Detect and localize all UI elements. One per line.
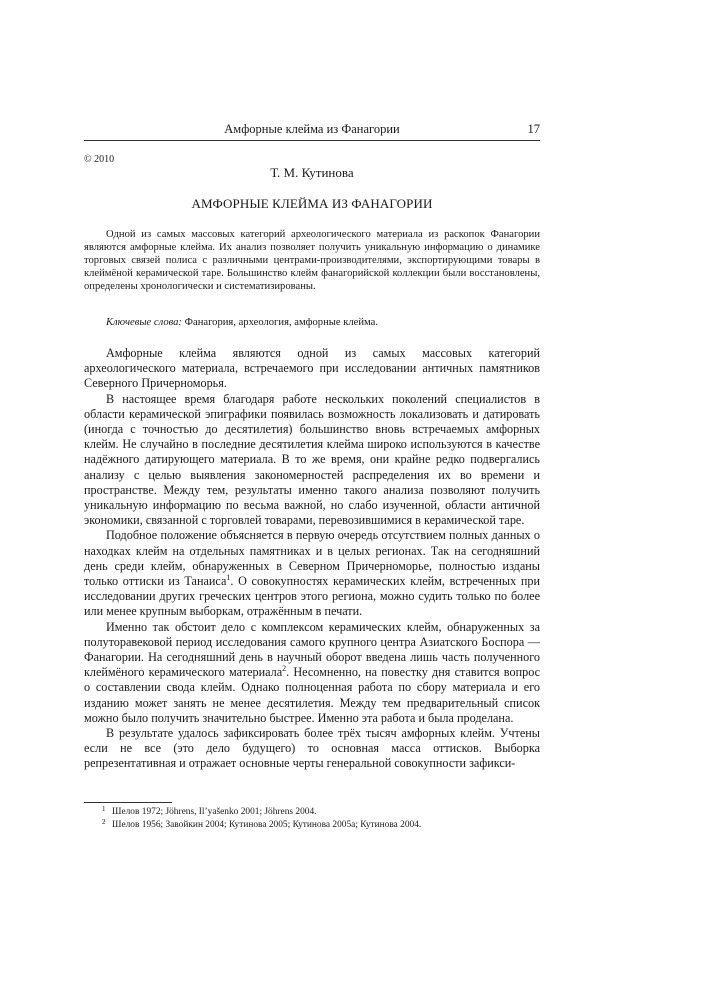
footnote-1 [84, 806, 540, 819]
copyright: © 2010 [84, 154, 115, 165]
footnote-text: Шелов 1972; Jöhrens, Il’yašenko 2001; Jöhrens 2004. [112, 807, 317, 817]
paragraph-3-text-a: Подобное положение объясняется в первую очередь отсутствием полных данных о находках клейм на отдельных памятниках и в целых регионах. Так на сегодняшний день среди клейм, обнаруженных в Северном Причерноморье, полностью изданы только оттиски из Танаиса [84, 528, 540, 589]
paragraph-4 [84, 620, 540, 726]
body-text [84, 346, 540, 772]
paragraph-1: Амфорные клейма являются одной из самых массовых категорий археологического материала, встречаемого при исследовании античных памятников Северного Причерноморья. [84, 346, 540, 391]
abstract: Одной из самых массовых категорий археологического материала из раскопок Фанагории являются амфорные клейма. Их анализ позволяет получить уникальную информацию о динамике торговых связей полиса с различными центрами-производителями, экспортирующими товары в клеймёной керамической таре. Большинство клейм фанагорийской коллекции были восстановлены, определены хронологически и систематизированы. [84, 229, 540, 292]
paragraph-4-text-b: . Несомненно, на повестку дня ставится вопрос о составлении свода клейм. Однако полноценная работа по сбору материала и его изданию может занять не менее десятилетия. Между тем предварительный список можно было получить значительно быстрее. Именно эта работа и была проделана. [84, 665, 540, 725]
footnote-ref-1[interactable]: 1 [226, 572, 231, 582]
paragraph-3-text-b: . О совокупностях керамических клейм, встреченных при исследовании других греческих центров этого региона, можно судить только по более или менее крупным выборкам, отражённым в печати. [84, 574, 540, 619]
footnote-divider [84, 802, 172, 803]
paragraph-3 [84, 528, 540, 619]
paragraph-5: В результате удалось зафиксировать более трёх тысяч амфорных клейм. Учтены если не все (это дело будущего) то основная масса оттисков. Выборка репрезентативная и отражает основные черты генеральной совокупности зафикси- [84, 726, 540, 771]
paragraph-2: В настоящее время благодаря работе нескольких поколений специалистов в области керамической эпиграфики появилась возможность локализовать и датировать (иногда с точностью до десятилетия) большинство вновь встречаемых амфорных клейм. Не случайно в последние десятилетия клейма широко используются в качестве надёжного датирующего материала. В то же время, они крайне редко подвергались анализу с целью выявления закономерностей распределения их во времени и пространстве. Между тем, результаты именно такого анализа позволяют получить уникальную информацию по весьма важной, но слабо изученной, области античной экономики, связанной с торговлей товарами, перевозившимися в керамической таре. [84, 391, 540, 528]
paragraph-4-text-a: Именно так обстоит дело с комплексом керамических клейм, обнаруженных за полуторавековой период исследования самого крупного центра Азиатского Боспора — Фанагории. На сегодняшний день в научный оборот введена лишь часть полученного клеймёного керамического материала [84, 619, 540, 680]
page-number: 17 [527, 122, 540, 136]
footnote-number: 2 [102, 818, 106, 826]
keywords-label: Ключевые слова: [106, 317, 182, 328]
article-title: АМФОРНЫЕ КЛЕЙМА ИЗ ФАНАГОРИИ [191, 196, 433, 211]
footnote-ref-2[interactable]: 2 [282, 664, 287, 674]
page [84, 0, 540, 1003]
footnote-2 [84, 819, 540, 832]
running-header [84, 122, 540, 141]
author: Т. М. Кутинова [270, 165, 354, 180]
running-title: Амфорные клейма из Фанагории [224, 122, 400, 136]
footnote-text: Шелов 1956; Завойкин 2004; Кутинова 2005; Кутинова 2005а; Кутинова 2004. [112, 820, 422, 830]
keywords-text: Фанагория, археология, амфорные клейма. [184, 317, 379, 328]
keywords [84, 316, 540, 329]
footnote-number: 1 [102, 805, 106, 813]
footnotes [84, 806, 540, 832]
